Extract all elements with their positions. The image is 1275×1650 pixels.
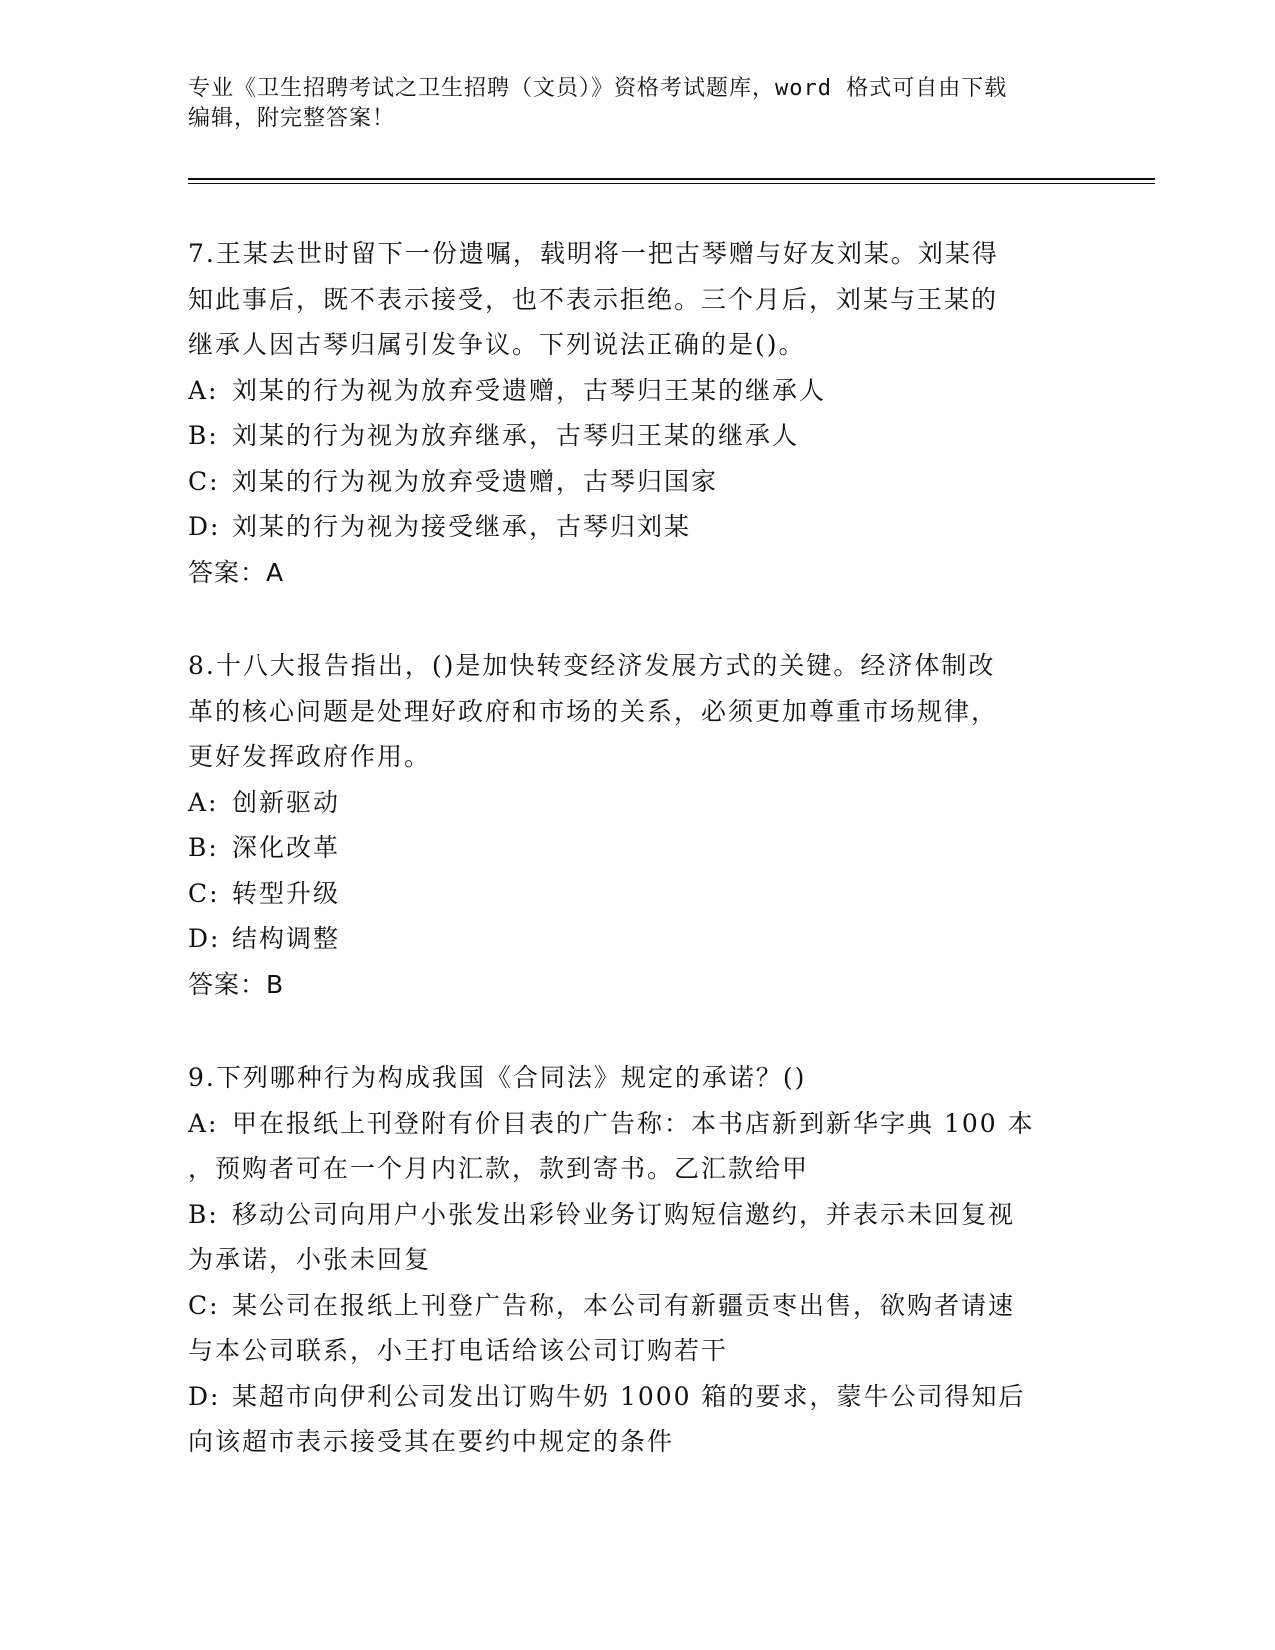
option-text: 结构调整 xyxy=(232,924,341,953)
stem-line: 继承人因古琴归属引发争议。下列说法正确的是()。 xyxy=(188,330,806,359)
stem-line: 更好发挥政府作用。 xyxy=(188,742,432,771)
option-key: D: xyxy=(188,924,221,953)
header-divider-thin xyxy=(188,183,1155,184)
option-key: C: xyxy=(188,466,220,496)
question-7 xyxy=(188,231,1088,595)
option-continuation: 向该超市表示接受其在要约中规定的条件 xyxy=(188,1427,675,1456)
option-key: C: xyxy=(188,1290,220,1320)
question-stem xyxy=(188,231,1088,368)
option-key: B: xyxy=(188,833,219,862)
option-a xyxy=(188,1101,1088,1147)
option-text: 某公司在报纸上刊登广告称，本公司有新疆贡枣出售，欲购者请速 xyxy=(232,1290,1016,1320)
option-key: D: xyxy=(188,1381,221,1411)
header-divider-thick xyxy=(188,178,1155,180)
option-text: 刘某的行为视为放弃受遗赠，古琴归王某的继承人 xyxy=(232,375,827,405)
option-c xyxy=(188,1283,1088,1329)
option-c xyxy=(188,871,1088,917)
question-stem xyxy=(188,643,1088,780)
option-key: B: xyxy=(188,421,219,450)
option-text: 深化改革 xyxy=(232,833,341,862)
stem-line: 革的核心问题是处理好政府和市场的关系，必须更加尊重市场规律， xyxy=(188,696,999,726)
option-continuation: ，预购者可在一个月内汇款，款到寄书。乙汇款给甲 xyxy=(188,1154,810,1183)
option-b xyxy=(188,825,1088,871)
answer-line: 答案：B xyxy=(188,969,285,999)
option-text: 甲在报纸上刊登附有价目表的广告称：本书店新到新华字典 100 本 xyxy=(232,1108,1035,1138)
document-header xyxy=(188,74,1088,134)
option-text: 刘某的行为视为接受继承，古琴归刘某 xyxy=(232,512,692,541)
option-text: 某超市向伊利公司发出订购牛奶 1000 箱的要求，蒙牛公司得知后 xyxy=(232,1381,1026,1411)
stem-line: 知此事后，既不表示接受，也不表示拒绝。三个月后，刘某与王某的 xyxy=(188,284,999,314)
option-text: 创新驱动 xyxy=(232,787,341,817)
option-b xyxy=(188,1192,1088,1238)
option-text: 转型升级 xyxy=(232,878,341,908)
question-8 xyxy=(188,643,1088,1007)
option-key: D: xyxy=(188,512,221,541)
option-a xyxy=(188,780,1088,826)
option-continuation: 与本公司联系，小王打电话给该公司订购若干 xyxy=(188,1336,729,1365)
option-continuation: 为承诺，小张未回复 xyxy=(188,1245,432,1274)
header-line-2: 编辑，附完整答案！ xyxy=(188,106,396,131)
option-b xyxy=(188,413,1088,459)
option-key: A: xyxy=(188,787,219,817)
question-9 xyxy=(188,1055,1088,1465)
option-c xyxy=(188,459,1088,505)
stem-line: 7.王某去世时留下一份遗嘱，载明将一把古琴赠与好友刘某。刘某得 xyxy=(188,239,999,268)
option-key: A: xyxy=(188,1108,219,1138)
option-d xyxy=(188,1374,1088,1420)
header-line-1: 专业《卫生招聘考试之卫生招聘（文员）》资格考试题库，word 格式可自由下载 xyxy=(188,76,1008,101)
stem-line: 8.十八大报告指出，()是加快转变经济发展方式的关键。经济体制改 xyxy=(188,651,996,680)
option-d xyxy=(188,916,1088,962)
option-text: 刘某的行为视为放弃继承，古琴归王某的继承人 xyxy=(232,421,800,450)
option-a xyxy=(188,368,1088,414)
answer-line: 答案：A xyxy=(188,557,285,587)
stem-line: 9.下列哪种行为构成我国《合同法》规定的承诺？() xyxy=(188,1063,807,1092)
option-key: C: xyxy=(188,878,220,908)
question-stem xyxy=(188,1055,1088,1101)
option-text: 刘某的行为视为放弃受遗赠，古琴归国家 xyxy=(232,466,719,496)
option-key: A: xyxy=(188,375,219,405)
option-text: 移动公司向用户小张发出彩铃业务订购短信邀约，并表示未回复视 xyxy=(232,1199,1016,1229)
option-d xyxy=(188,504,1088,550)
option-key: B: xyxy=(188,1199,219,1229)
